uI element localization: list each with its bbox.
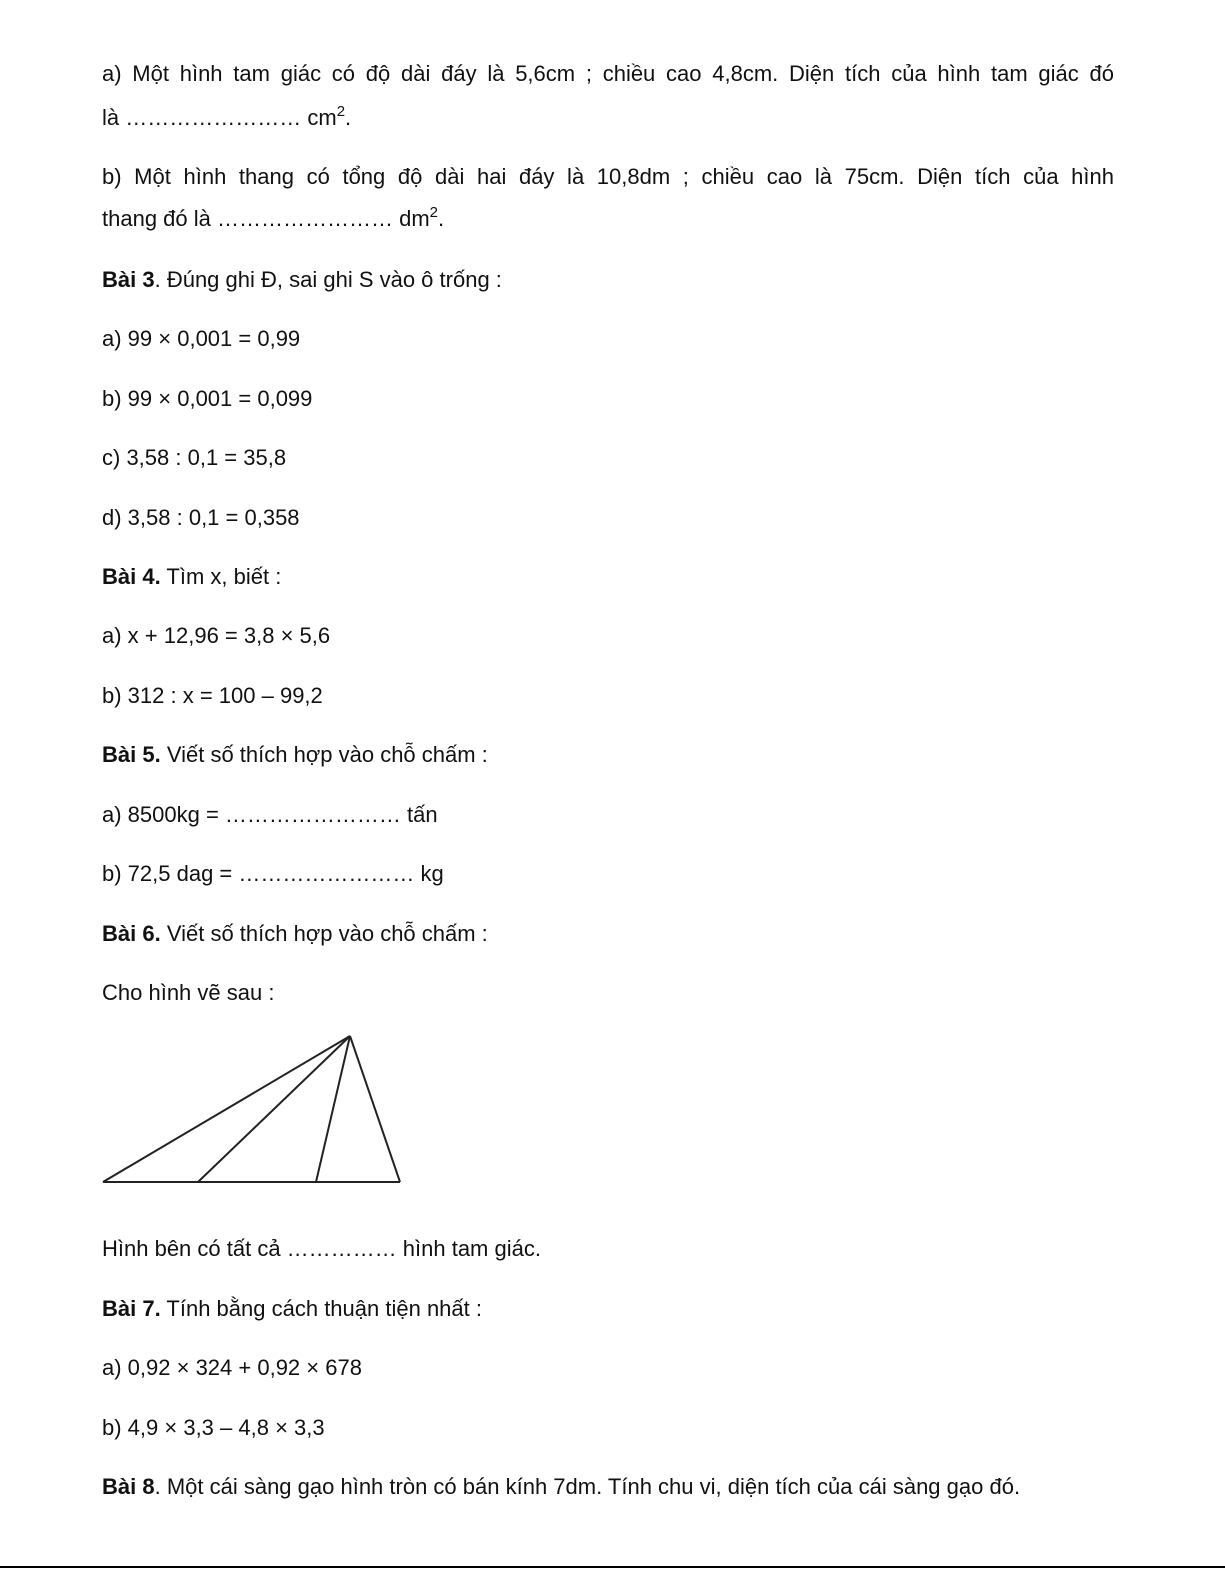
bai2-a-line2 (102, 103, 351, 133)
bai2-a-blank: …………………… (125, 105, 308, 130)
bai7-heading (102, 1294, 482, 1324)
bai5-heading (102, 740, 488, 770)
bai4-heading (102, 562, 281, 592)
bai2-a-prefix: là (102, 105, 126, 130)
triangle-right-side (350, 1036, 400, 1182)
bai6-answer: Hình bên có tất cả …………… hình tam giác. (102, 1236, 541, 1261)
bai2-b-line1: b) Một hình thang có tổng độ dài hai đáy là 10,8dm ; chiều cao là 75cm. Diện tích của hình (102, 164, 1114, 189)
bai2-b-line2 (102, 204, 444, 234)
bai7-text: Tính bằng cách thuận tiện nhất : (160, 1296, 482, 1321)
bai2-a-unit: cm (307, 105, 337, 130)
bai2-b-prefix: thang đó là (102, 206, 217, 231)
bai4-label: Bài 4. (102, 564, 161, 589)
bai3-item-a: a) 99 × 0,001 = 0,99 (102, 326, 301, 351)
bai5-item-b: b) 72,5 dag = …………………… kg (102, 861, 444, 886)
bai7-label: Bài 7. (102, 1296, 161, 1321)
bai7-item-a: a) 0,92 × 324 + 0,92 × 678 (102, 1355, 362, 1380)
bai6-text: Viết số thích hợp vào chỗ chấm : (160, 921, 488, 946)
bai2-a-exponent: 2 (336, 103, 346, 120)
triangle-inner-line-2 (316, 1036, 350, 1182)
triangle-left-side (103, 1036, 350, 1182)
bai6-intro: Cho hình vẽ sau : (102, 980, 275, 1005)
bai2-b-blank: …………………… (216, 206, 400, 231)
bai4-item-b: b) 312 : x = 100 – 99,2 (102, 683, 323, 708)
bai3-item-c: c) 3,58 : 0,1 = 35,8 (102, 445, 287, 470)
bai8-text: . Một cái sàng gạo hình tròn có bán kính 7dm. Tính chu vi, diện tích của cái sàng gạo đó. (154, 1474, 1021, 1499)
bai2-a-end: . (345, 105, 352, 130)
bai5-text: Viết số thích hợp vào chỗ chấm : (160, 742, 488, 767)
bai2-b-unit: dm (399, 206, 430, 231)
triangle-figure (98, 1030, 408, 1190)
bai4-item-a: a) x + 12,96 = 3,8 × 5,6 (102, 623, 331, 648)
bai8-heading (102, 1472, 1020, 1502)
bai4-text: Tìm x, biết : (160, 564, 282, 589)
triangle-inner-line-1 (198, 1036, 350, 1182)
bai2-b-end: . (438, 206, 445, 231)
bai8-label: Bài 8 (102, 1474, 155, 1499)
bai5-item-a: a) 8500kg = …………………… tấn (102, 802, 438, 827)
bai2-a-line1: a) Một hình tam giác có độ dài đáy là 5,6cm ; chiều cao 4,8cm. Diện tích của hình tam giác đó (102, 61, 1114, 86)
bai5-label: Bài 5. (102, 742, 161, 767)
bai6-label: Bài 6. (102, 921, 161, 946)
bai7-item-b: b) 4,9 × 3,3 – 4,8 × 3,3 (102, 1415, 325, 1440)
bai3-item-b: b) 99 × 0,001 = 0,099 (102, 386, 313, 411)
page-bottom-rule (0, 1566, 1225, 1568)
bai2-b-exponent: 2 (429, 204, 439, 221)
bai3-item-d: d) 3,58 : 0,1 = 0,358 (102, 505, 300, 530)
bai6-heading (102, 919, 488, 949)
bai3-text: . Đúng ghi Đ, sai ghi S vào ô trống : (154, 267, 502, 292)
bai3-label: Bài 3 (102, 267, 155, 292)
bai3-heading (102, 265, 502, 295)
